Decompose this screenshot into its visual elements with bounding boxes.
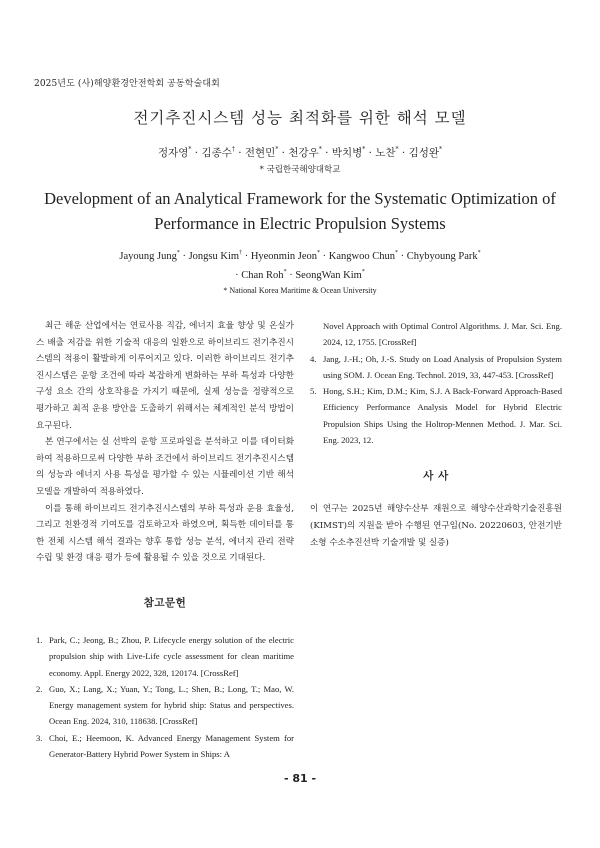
author-name: 전현민 [244,147,276,159]
author-name: SeongWan Kim [295,270,362,281]
author-mark: * [439,146,442,153]
author-mark: * [318,146,322,153]
author-mark: * [362,146,366,153]
body-paragraph: 최근 해운 산업에서는 연료사용 직감, 에너지 효율 향상 및 온실가스 배출 저감을 위한 기술적 대응의 일환으로 하이브리드 전기추진시스템의 적용이 활발하게 이루어지고 있다. 이러한 하이브리드 전기추진시스템은 운항 조건에 따라 복잡하게 변화하는 부하 특성과 다양한 구성 요소 간의 상호작용을 가지기 때문에, 실제 성능을 정량적으로 평가하고 최적 운용 방안을 도출하기 위해서는 체계적인 분석 방법이 요구된다. [36,321,294,431]
author-mark: * [477,250,481,256]
author-mark: * [394,250,398,256]
reference-number: 3. [36,732,43,743]
author-mark: † [239,250,243,256]
acknowledgment-text: 이 연구는 2025년 해양수산부 재원으로 해양수산과학기술진흥원(KIMST)의 지원을 받아 수행된 연구임(No. 20220603, 안전기반 소형 수소추진선박 기술개발 및 실증) [310,504,562,548]
author-name: Hyeonmin Jeon [250,251,318,262]
author-name: Jayoung Jung [119,251,177,262]
english-affiliation: * National Korea Maritime & Ocean University [223,286,377,295]
page-number: - 81 - [283,772,317,785]
author-mark: * [176,250,180,256]
author-name: Chybyoung Park [406,251,478,262]
reference-number: 2. [36,683,43,694]
reference-item [36,632,294,681]
references-heading: 참고문헌 [143,596,187,609]
author-mark: * [361,269,365,275]
body-paragraph: 이를 통해 하이브리드 전기추진시스템의 부하 특성과 운용 효율성, 그리고 친환경적 기여도를 검토하고자 하였으며, 획득한 데이터를 통한 전체 시스템 해석 결과는 향후 통합 성능 분석, 에너지 관리 전략 수립 및 환경 대응 평가 등에 활용될 수 있을 것으로 기대된다. [36,503,294,564]
conference-header: 2025년도 (사)해양환경안전학회 공동학술대회 [34,79,220,89]
author-name: Chan Roh [241,270,284,281]
reference-text: Guo, X.; Lang, X.; Yuan, Y.; Tong, L.; Shen, B.; Long, T.; Mao, W. Energy management system for hybrid ship: Status and perspectives. Ocean Eng. 2024, 310, 118638. [CrossRef] [49,683,294,727]
reference-item-continued [310,318,562,351]
korean-title: 전기추진시스템 성능 최적화를 위한 해석 모델 [133,109,467,127]
author-mark: * [395,146,399,153]
reference-text: Jang, J.-H.; Oh, J.-S. Study on Load Analysis of Propulsion System using SOM. J. Ocean Eng. Technol. 2019, 33, 447‑453. [CrossRef] [323,353,562,380]
reference-item [36,730,294,763]
author-name: Jongsu Kim [188,251,240,262]
author-name: 천강우 [288,147,319,159]
reference-text-part: Choi, E.; Heemoon, K. Advanced Energy Management System for Generator‑Battery Hybrid Power System in Ships: A [49,732,294,759]
author-name: 박치병 [331,147,363,159]
reference-number: 5. [310,386,317,397]
reference-item [310,383,562,448]
author-name: 정자영 [157,147,189,159]
author-name: 김종수 [201,147,232,159]
reference-item [310,351,562,384]
author-name: Kangwoo Chun [328,251,395,262]
left-column [36,318,294,763]
english-title: Development of an Analytical Framework for the Systematic Optimization of Performance in Electric Propulsion Systems [44,189,556,233]
author-mark: * [275,146,279,153]
author-mark: * [317,250,321,256]
author-mark: † [231,146,235,153]
right-column [310,318,562,551]
body-paragraph: 본 연구에서는 실 선박의 운항 프로파일을 분석하고 이를 데이터화 하여 적용하므로써 다양한 부하 조건에서 하이브리드 전기추진시스템의 성능과 에너지 사용 특성을 평가할 수 있는 시뮬레이션 기반 해석 모델을 개발하여 적용하였다. [36,437,294,497]
references-list-continued [310,318,562,448]
english-authors: Jayoung Jung* · Jongsu Kim† · Hyeonmin Jeon* · Kangwoo Chun* · Chybyoung Park* · Chan Roh* · SeongWan Kim* [119,250,481,281]
author-name: 김성완 [408,147,439,159]
korean-affiliation: * 국립한국해양대학교 [259,165,341,175]
acknowledgment-heading: 사 사 [423,470,449,483]
reference-item [36,681,294,730]
reference-number: 4. [310,353,317,364]
korean-authors: 정자영* · 김종수† · 전현민* · 천강우* · 박치병* · 노찬* · 김성완* [157,146,442,159]
reference-text: Park, C.; Jeong, B.; Zhou, P. Lifecycle energy solution of the electric propulsion ship with Live-Life cycle assessment for clean maritime economy. Appl. Energy 2022, 328, 120174. [CrossRef] [49,634,294,678]
author-mark: * [283,269,287,275]
references-list [36,632,294,763]
reference-text: Hong, S.H.; Kim, D.M.; Kim, S.J. A Back‑Forward Approach-Based Efficiency Performance Analysis Model for Hybrid Electric Propulsion Ships Using the Holtrop‑Mennen Method. J. Mar. Sci. Eng. 2023, 12. [323,386,562,446]
author-mark: * [188,146,192,153]
reference-number: 1. [36,634,43,645]
reference-text-part: Novel Approach with Optimal Control Algorithms. J. Mar. Sci. Eng. 2024, 12, 1755. [CrossRef] [323,321,562,348]
author-name: 노찬 [375,147,396,159]
